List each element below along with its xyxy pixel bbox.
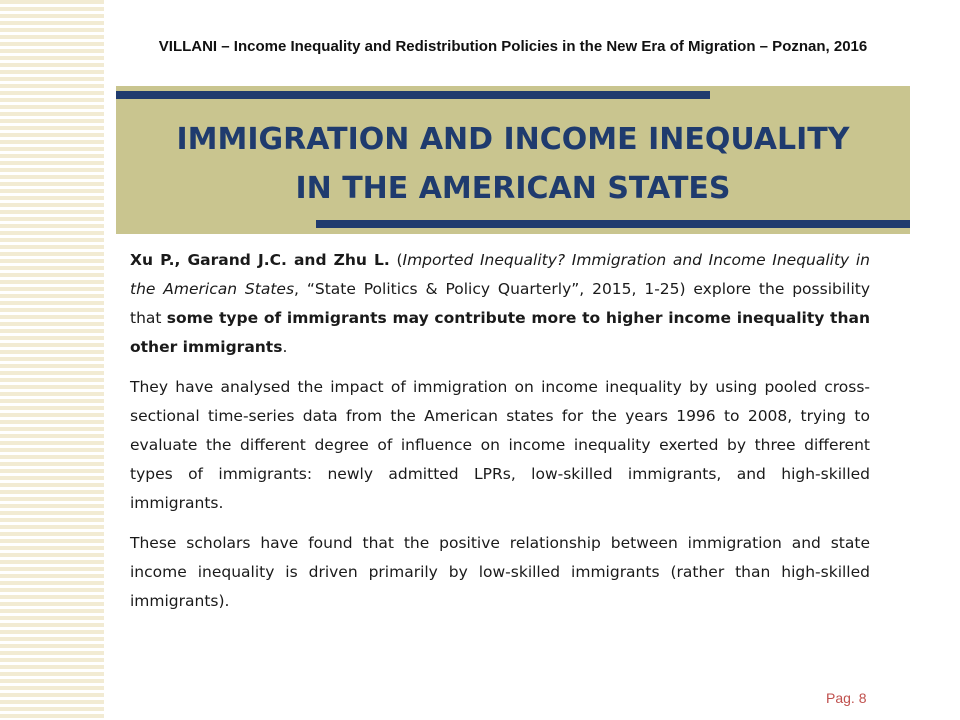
title-accent-bar-top xyxy=(116,91,710,99)
title-accent-bar-bottom xyxy=(316,220,910,228)
paragraph-findings: These scholars have found that the positive relationship between immigration and state income inequality is driven primarily by low-skilled immigrants (rather than high-skilled immigrants). xyxy=(130,534,870,610)
slide-body xyxy=(130,246,870,627)
work-title: Imported Inequality? Immigration and Income Inequality in the American States xyxy=(130,251,870,298)
paragraph-method: They have analysed the impact of immigration on income inequality by using pooled cross-sectional time-series data from the American states for the years 1996 to 2008, trying to evaluate the different degree of influence on income inequality exerted by three different types of immigrants: newly admitted LPRs, low-skilled immigrants, and high-skilled immigrants. xyxy=(130,378,870,512)
paragraph-end: . xyxy=(282,338,288,356)
key-finding: some type of immigrants may contribute more to higher income inequality than other immigrants xyxy=(130,309,870,356)
authors: Xu P., Garand J.C. and Zhu L. xyxy=(130,251,390,269)
striped-sidebar-decoration xyxy=(0,0,104,720)
header-note: VILLANI – Income Inequality and Redistribution Policies in the New Era of Migration – Poznan, 2016 xyxy=(158,38,868,55)
page-number: Pag. 8 xyxy=(826,690,867,706)
paragraph-citation xyxy=(130,246,870,362)
slide-title xyxy=(116,115,910,213)
open-paren: ( xyxy=(389,251,403,269)
slide-title-line-1: IMMIGRATION AND INCOME INEQUALITY xyxy=(176,122,850,157)
citation-details: , “State Politics & Policy Quarterly”, 2015, 1-25) explore the possibility that xyxy=(130,280,871,327)
slide-title-line-2: IN THE AMERICAN STATES xyxy=(295,171,731,206)
